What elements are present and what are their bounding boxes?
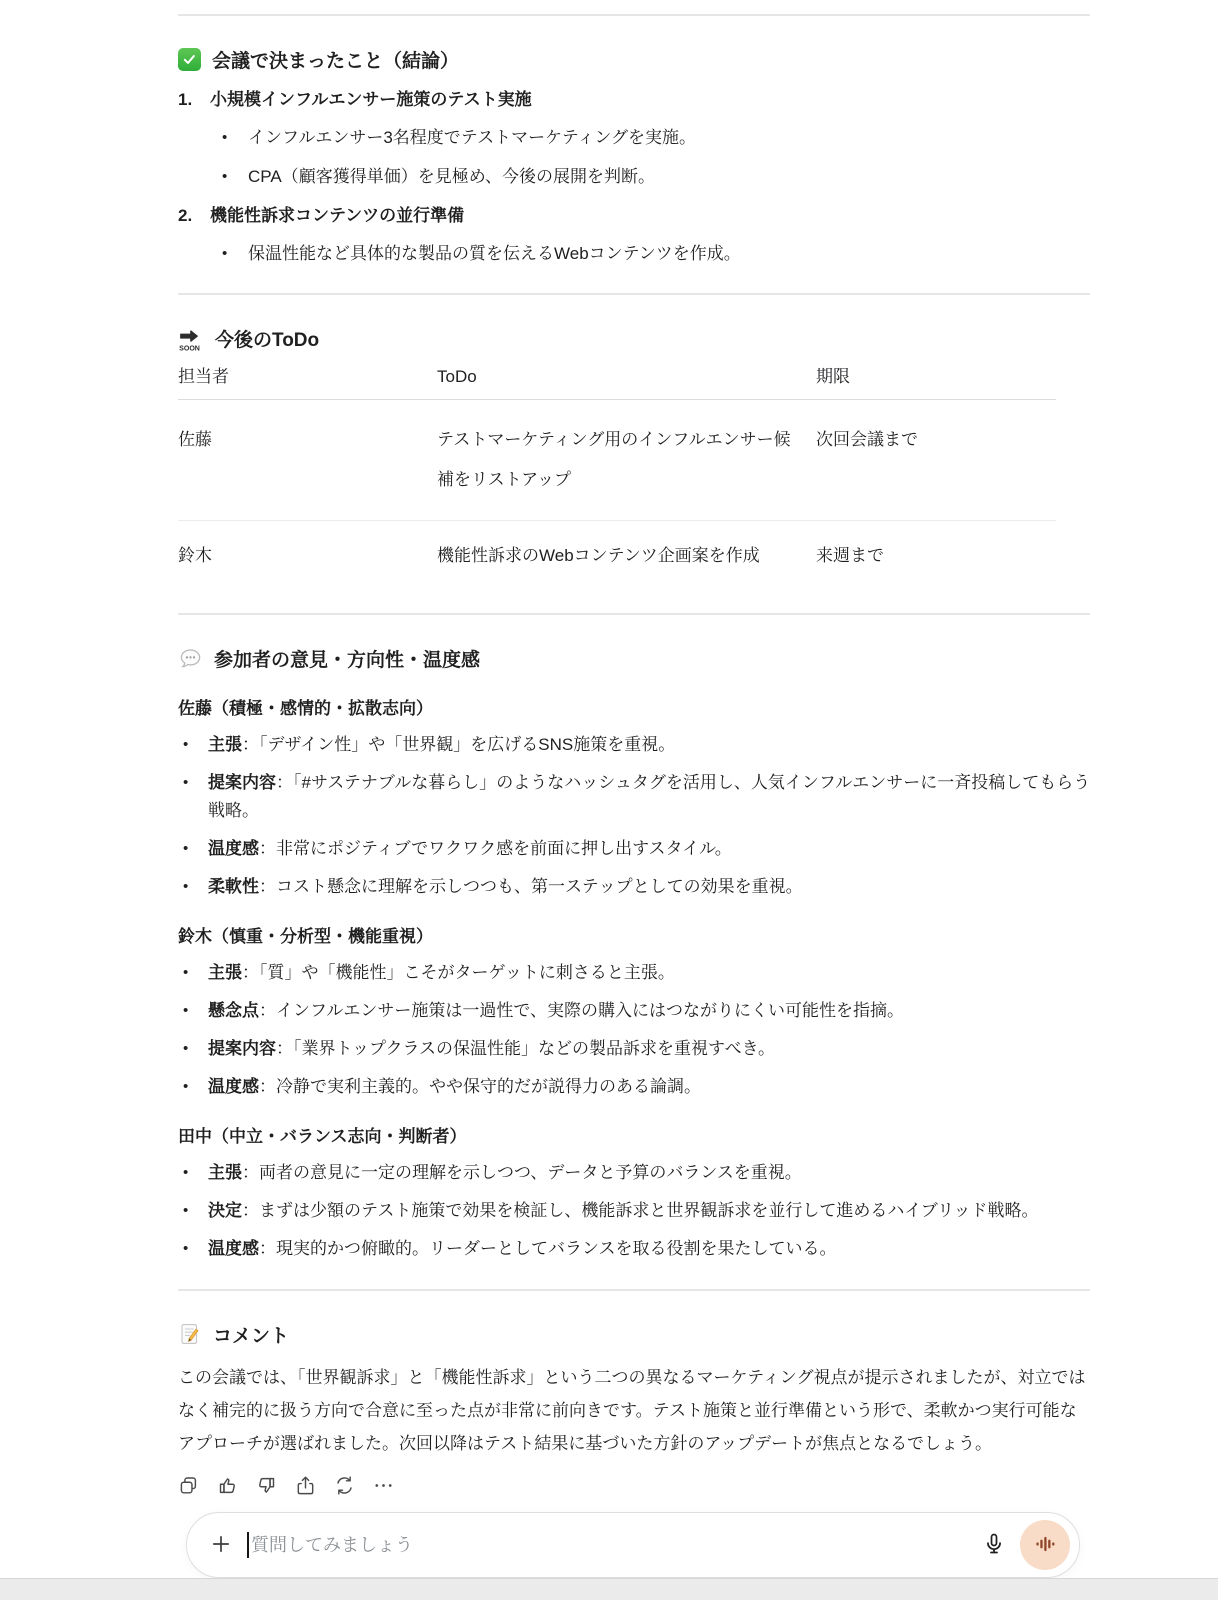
opinion-label: 懸念点: [208, 1001, 259, 1020]
todo-table: [178, 365, 1056, 587]
microphone-button[interactable]: [976, 1527, 1012, 1563]
decisions-section: [178, 44, 1098, 267]
comment-body: この会議では、「世界観訴求」と「機能性訴求」という二つの異なるマーケティング視点が提示されましたが、対立ではなく補完的に扱う方向で合意に至った点が非常に前向きです。テスト施策と並行準備という形で、柔軟かつ実行可能なアプローチが選ばれました。次回以降はテスト結果に基づいた方針のアップデートが焦点となるでしょう。: [178, 1368, 1086, 1453]
participant-name: 田中（中立・バランス志向・判断者）: [178, 1127, 467, 1146]
opinion-bullet: [178, 1235, 1098, 1263]
comment-title: コメント: [213, 1325, 290, 1347]
opinion-bullet: [178, 1159, 1098, 1187]
plus-icon: [209, 1532, 233, 1559]
soon-icon: [178, 325, 204, 352]
decisions-heading: [178, 44, 1098, 74]
opinion-label: 主張: [208, 735, 242, 754]
table-header-row: [178, 365, 1056, 400]
due-cell: 次回会議まで: [816, 430, 918, 449]
assignee-cell: 佐藤: [178, 430, 212, 449]
voice-live-button[interactable]: [1020, 1520, 1070, 1570]
section-divider: [178, 293, 1090, 295]
opinion-label: 提案内容: [208, 773, 276, 792]
opinion-label: 提案内容: [208, 1039, 276, 1058]
item-number: 1.: [178, 90, 193, 109]
opinion-label: 主張: [208, 963, 242, 982]
opinion-label: 温度感: [208, 1239, 259, 1258]
column-header: 担当者: [178, 367, 229, 386]
todo-title: 今後のToDo: [215, 329, 320, 351]
sub-bullet: • CPA（顧客獲得単価）を見極め、今後の展開を判断。: [178, 164, 1098, 190]
task-cell: 機能性訴求のWebコンテンツ企画案を作成: [437, 546, 760, 565]
opinions-heading: [178, 643, 1098, 673]
add-attachment-button[interactable]: [205, 1529, 237, 1561]
opinion-bullet: [178, 1035, 1098, 1063]
todo-section: [178, 323, 1098, 587]
question-input[interactable]: [249, 1535, 976, 1556]
task-cell: テストマーケティング用のインフルエンサー候補をリストアップ: [437, 430, 791, 489]
opinion-text: ：非常にポジティブでワクワク感を前面に押し出すスタイル。: [259, 839, 732, 858]
thumbs-up-button[interactable]: [214, 1474, 240, 1500]
more-options-icon: [372, 1474, 395, 1500]
opinion-text: ：「デザイン性」や「世界観」を広げるSNS施策を重視。: [242, 735, 676, 754]
opinion-text: ：「業界トップクラスの保温性能」などの製品訴求を重視すべき。: [276, 1039, 775, 1058]
assignee-cell: 鈴木: [178, 546, 212, 565]
sub-bullet: • 保温性能など具体的な製品の質を伝えるWebコンテンツを作成。: [178, 241, 1098, 267]
decisions-title: 会議で決まったこと（結論）: [212, 50, 460, 72]
opinions-section: [178, 643, 1098, 1263]
section-divider: [178, 613, 1090, 615]
item-title: 小規模インフルエンサー施策のテスト実施: [210, 90, 532, 109]
thumbs-down-button[interactable]: [253, 1474, 279, 1500]
item-title: 機能性訴求コンテンツの並行準備: [210, 206, 465, 225]
copy-button[interactable]: [175, 1474, 201, 1500]
share-icon: [294, 1474, 317, 1500]
opinion-text: ：インフルエンサー施策は一過性で、実際の購入にはつながりにくい可能性を指摘。: [259, 1001, 904, 1020]
opinion-text: ：まずは少額のテスト施策で効果を検証し、機能訴求と世界観訴求を並行して進めるハイブリッド戦略。: [242, 1201, 1039, 1220]
opinion-label: 柔軟性: [208, 877, 259, 896]
thumbs-up-icon: [216, 1474, 239, 1500]
share-button[interactable]: [292, 1474, 318, 1500]
opinion-text: ：両者の意見に一定の理解を示しつつ、データと予算のバランスを重視。: [242, 1163, 802, 1182]
opinion-label: 温度感: [208, 839, 259, 858]
opinion-bullet: [178, 835, 1098, 863]
opinion-bullet: [178, 1197, 1098, 1225]
regenerate-icon: [333, 1474, 356, 1500]
comment-heading: [178, 1319, 1098, 1349]
participant-name: 鈴木（慎重・分析型・機能重視）: [178, 927, 433, 946]
opinion-text: ：「質」や「機能性」こそがターゲットに刺さると主張。: [242, 963, 675, 982]
todo-heading: [178, 323, 1098, 353]
opinion-bullet: [178, 997, 1098, 1025]
speech-bubble-icon: [178, 646, 203, 671]
participant-block: [178, 697, 1098, 901]
check-icon: [178, 48, 201, 71]
window-bottom-band: [0, 1578, 1218, 1600]
section-divider: [178, 1289, 1090, 1291]
waveform-icon: [1034, 1533, 1056, 1558]
opinion-label: 温度感: [208, 1077, 259, 1096]
opinion-text: ：現実的かつ俯瞰的。リーダーとしてバランスを取る役割を果たしている。: [259, 1239, 837, 1258]
opinion-bullet: [178, 873, 1098, 901]
thumbs-down-icon: [255, 1474, 278, 1500]
response-content: [178, 0, 1098, 1500]
svg-text:SOON: SOON: [179, 345, 200, 352]
opinions-title: 参加者の意見・方向性・温度感: [214, 649, 481, 671]
response-actions: [175, 1474, 1098, 1500]
list-item: [178, 88, 1098, 190]
microphone-icon: [981, 1531, 1007, 1560]
section-divider: [178, 14, 1090, 16]
copy-icon: [177, 1474, 200, 1500]
memo-icon: [178, 1322, 202, 1346]
opinion-bullet: [178, 959, 1098, 987]
opinion-label: 主張: [208, 1163, 242, 1182]
more-options-button[interactable]: [370, 1474, 396, 1500]
column-header: ToDo: [437, 367, 477, 386]
comment-section: [178, 1319, 1098, 1500]
opinion-text: ：コスト懸念に理解を示しつつも、第一ステップとしての効果を重視。: [259, 877, 803, 896]
list-item: [178, 204, 1098, 267]
participant-block: [178, 1125, 1098, 1263]
opinion-bullet: [178, 1073, 1098, 1101]
opinion-bullet: [178, 769, 1098, 825]
table-row: [178, 400, 1056, 521]
decisions-list: [178, 88, 1098, 267]
sub-bullet: • インフルエンサー3名程度でテストマーケティングを実施。: [178, 125, 1098, 151]
regenerate-button[interactable]: [331, 1474, 357, 1500]
participant-name: 佐藤（積極・感情的・拡散志向）: [178, 699, 433, 718]
due-cell: 来週まで: [816, 546, 884, 565]
item-number: 2.: [178, 206, 193, 225]
opinion-text: ：「#サステナブルな暮らし」のようなハッシュタグを活用し、人気インフルエンサーに一斉投稿してもらう戦略。: [208, 773, 1091, 820]
opinion-label: 決定: [208, 1201, 242, 1220]
composer-bar: [186, 1512, 1080, 1578]
participant-block: [178, 925, 1098, 1101]
opinion-bullet: [178, 731, 1098, 759]
column-header: 期限: [816, 367, 850, 386]
opinion-text: ：冷静で実利主義的。やや保守的だが説得力のある論調。: [259, 1077, 701, 1096]
table-row: [178, 521, 1056, 587]
